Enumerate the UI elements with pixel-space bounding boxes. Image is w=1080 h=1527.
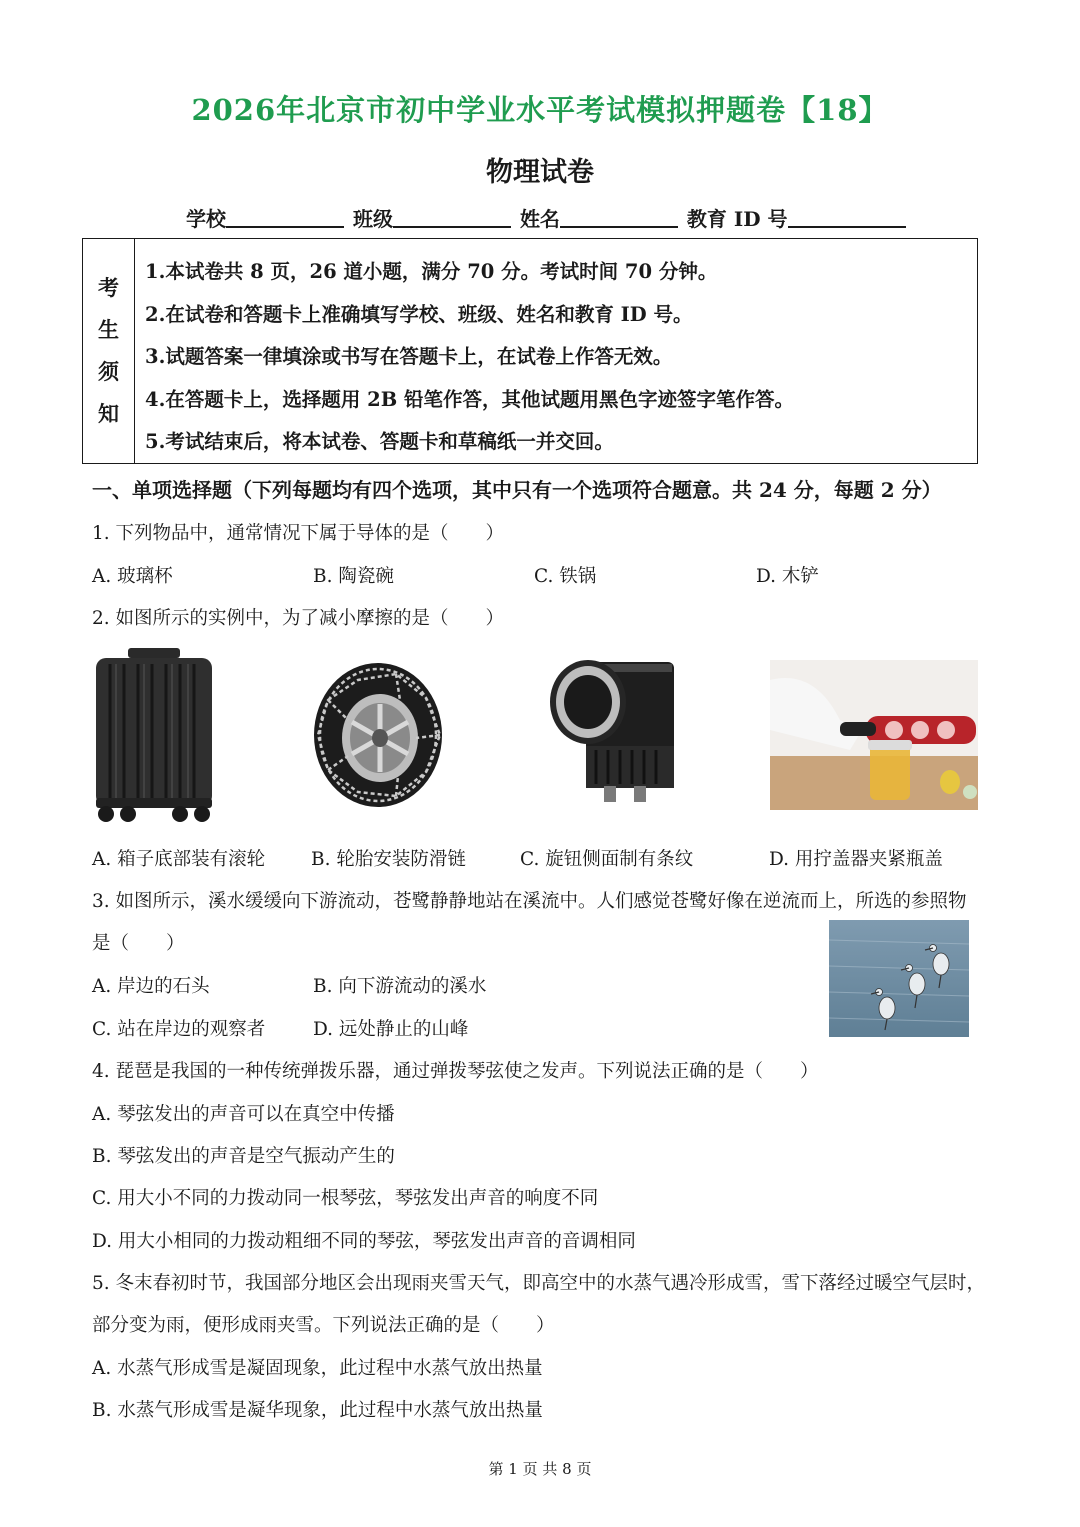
field-class-blank	[393, 206, 511, 228]
question-4-stem: 4. 琵琶是我国的一种传统弹拨乐器，通过弹拨琴弦使之发声。下列说法正确的是（ ）	[92, 1061, 819, 1082]
q3-option-a: A. 岸边的石头	[92, 976, 210, 997]
q1-option-b: B. 陶瓷碗	[313, 566, 394, 587]
field-school-blank	[226, 206, 344, 228]
question-5-stem-line2: 部分变为雨，便形成雨夹雪。下列说法正确的是（ ）	[92, 1315, 555, 1336]
bottle-opener-image	[770, 660, 978, 810]
notice-side-char: 知	[98, 401, 119, 426]
q2-option-b: B. 轮胎安装防滑链	[311, 849, 466, 870]
notice-item: 3.试题答案一律填涂或书写在答题卡上，在试卷上作答无效。	[145, 345, 673, 368]
question-3-stem-line1: 3. 如图所示，溪水缓缓向下游流动，苍鹭静静地站在溪流中。人们感觉苍鹭好像在逆流而上，所选的参照物	[92, 891, 967, 912]
q2-option-c: C. 旋钮侧面制有条纹	[520, 849, 694, 870]
notice-side-char: 生	[98, 317, 119, 342]
notice-item: 2.在试卷和答题卡上准确填写学校、班级、姓名和教育 ID 号。	[145, 302, 693, 326]
q3-option-d: D. 远处静止的山峰	[313, 1019, 469, 1040]
heron-stream-image	[829, 920, 969, 1037]
page-number-footer: 第 1 页 共 8 页	[488, 1460, 592, 1478]
q2-option-a: A. 箱子底部装有滚轮	[92, 849, 266, 870]
q4-option-d: D. 用大小相同的力拨动粗细不同的琴弦，琴弦发出声音的音调相同	[92, 1231, 636, 1252]
q2-option-d: D. 用拧盖器夹紧瓶盖	[769, 849, 943, 870]
q4-option-a: A. 琴弦发出的声音可以在真空中传播	[92, 1104, 395, 1125]
q1-option-c: C. 铁锅	[534, 566, 597, 587]
section-heading: 一、单项选择题（下列每题均有四个选项，其中只有一个选项符合题意。共 24 分，每题 2 分）	[92, 478, 942, 502]
snow-chain-tire-image	[308, 660, 448, 810]
field-name-label: 姓名	[519, 207, 560, 231]
q3-option-b: B. 向下游流动的溪水	[313, 976, 487, 997]
notice-side-label	[83, 239, 135, 463]
exam-subject: 物理试卷	[486, 157, 594, 188]
notice-item: 5.考试结束后，将本试卷、答题卡和草稿纸一并交回。	[145, 430, 614, 453]
q3-option-c: C. 站在岸边的观察者	[92, 1019, 266, 1040]
industrial-camera-knob-image	[546, 654, 678, 810]
question-3-stem-line2: 是（ ）	[92, 933, 185, 954]
question-1-stem: 1. 下列物品中，通常情况下属于导体的是（ ）	[92, 523, 505, 544]
exam-title: 2026年北京市初中学业水平考试模拟押题卷【18】	[191, 93, 889, 127]
field-school-label: 学校	[186, 207, 226, 231]
notice-item: 4.在答题卡上，选择题用 2B 铅笔作答，其他试题用黑色字迹签字笔作答。	[145, 387, 794, 411]
q4-option-b: B. 琴弦发出的声音是空气振动产生的	[92, 1146, 395, 1167]
field-name-blank	[560, 206, 678, 228]
exam-notice-box	[82, 238, 978, 464]
q1-option-a: A. 玻璃杯	[92, 566, 173, 587]
suitcase-image	[88, 648, 220, 824]
field-class-label: 班级	[352, 207, 393, 231]
notice-side-char: 考	[98, 275, 119, 300]
question-5-stem-line1: 5. 冬末春初时节，我国部分地区会出现雨夹雪天气，即高空中的水蒸气遇冷形成雪，雪下落经过暖空气层时，	[92, 1273, 986, 1294]
q4-option-c: C. 用大小不同的力拨动同一根琴弦，琴弦发出声音的响度不同	[92, 1188, 599, 1209]
notice-side-char: 须	[98, 359, 119, 384]
notice-items	[145, 251, 794, 464]
question-2-stem: 2. 如图所示的实例中，为了减小摩擦的是（ ）	[92, 608, 505, 629]
field-id-blank	[788, 206, 906, 228]
q1-option-d: D. 木铲	[756, 566, 819, 587]
student-info-fields	[186, 203, 908, 232]
notice-item: 1.本试卷共 8 页，26 道小题，满分 70 分。考试时间 70 分钟。	[145, 260, 718, 283]
q5-option-b: B. 水蒸气形成雪是凝华现象，此过程中水蒸气放出热量	[92, 1400, 543, 1421]
q5-option-a: A. 水蒸气形成雪是凝固现象，此过程中水蒸气放出热量	[92, 1358, 543, 1379]
field-id-label: 教育 ID 号	[686, 207, 788, 231]
